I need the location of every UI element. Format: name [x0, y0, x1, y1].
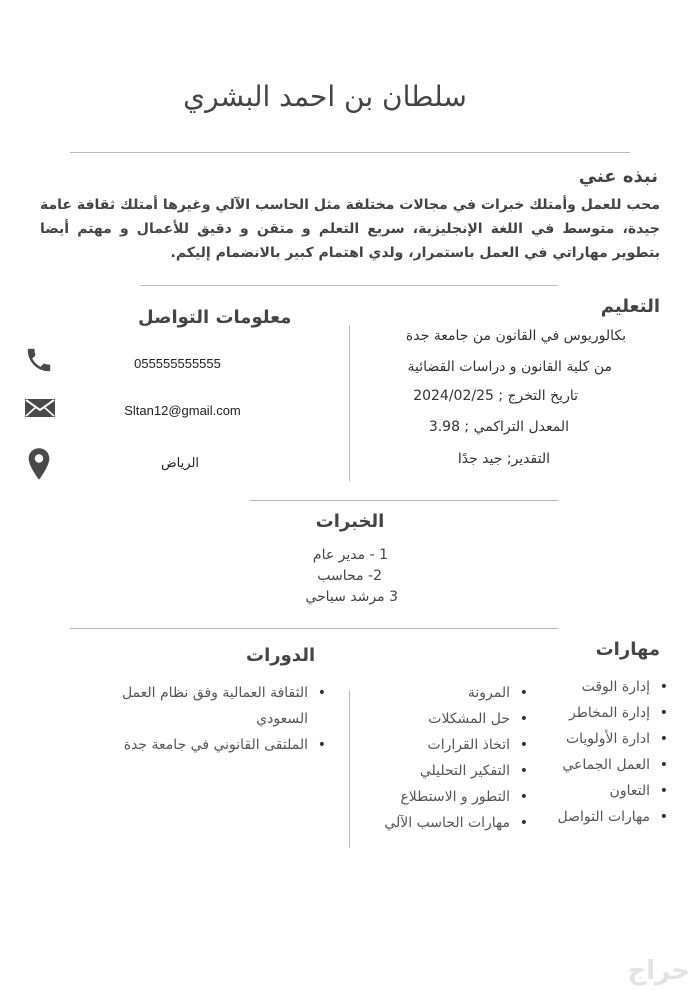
education-grade: التقدير; جيد جدًا: [457, 451, 550, 467]
contact-email: Sltan12@gmail.com: [124, 403, 241, 418]
education-gpa: المعدل التراكمي ; 3.98: [428, 419, 569, 435]
divider-vertical-contact: [349, 325, 350, 481]
experience-item: 3 مرشد سياحي: [305, 589, 398, 605]
education-college: من كلية القانون و دراسات القضائية: [407, 359, 612, 375]
education-degree: بكالوريوس في القانون من جامعة جدة: [405, 328, 626, 344]
divider-header: [70, 152, 630, 153]
email-icon: [24, 393, 54, 423]
skill-item: • إدارة المخاطر: [558, 700, 673, 726]
courses-title: الدورات: [246, 645, 316, 666]
course-item: • الملتقى القانوني في جامعة جدة: [68, 732, 330, 758]
skill-item: • ادارة الأولويات: [558, 726, 673, 752]
contact-phone: 055555555555: [134, 356, 221, 371]
courses-list: [68, 680, 330, 758]
about-text: محب للعمل وأمتلك خبرات في مجالات مختلفة مثل الحاسب الآلي وغيرها أمتلك ثقافة عامة جيدة، متوسط في اللغة الإنجليزية، سريع التعلم و متقن و دقيق للأعمال و مهتم أيضا بتطوير مهاراتي في العمل باستمرار، ولدي اهتمام كبير بالانضمام إليكم.: [40, 197, 660, 261]
contact-city: الرياض: [160, 455, 200, 470]
skills-list-secondary: [384, 680, 532, 836]
skill-item: • العمل الجماعي: [558, 752, 673, 778]
skill-item: • التطور و الاستطلاع: [384, 784, 532, 810]
skill-item: • حل المشكلات: [384, 706, 532, 732]
education-graduation-date: تاريخ التخرج ; 2024/02/25: [413, 388, 578, 404]
phone-icon: [24, 345, 54, 375]
divider-experience-bottom: [70, 628, 558, 629]
location-pin-icon: [24, 447, 54, 477]
course-item: • الثقافة العمالية وفق نظام العمل السعودي: [68, 680, 330, 732]
about-title: نبذه عني: [578, 166, 658, 187]
skill-item: • التفكير التحليلي: [384, 758, 532, 784]
divider-vertical-courses: [349, 690, 350, 848]
experience-item: 1 - مدير عام: [312, 547, 388, 563]
experience-title: الخبرات: [315, 511, 385, 532]
skills-title: مهارات: [595, 639, 660, 660]
skill-item: • إدارة الوقت: [558, 674, 673, 700]
divider-about: [140, 285, 558, 286]
skill-item: • التعاون: [558, 778, 673, 804]
skill-item: • مهارات الحاسب الآلي: [384, 810, 532, 836]
skill-item: • المرونة: [384, 680, 532, 706]
resume-name: سلطان بن احمد البشري: [183, 80, 467, 113]
skill-item: • اتخاذ القرارات: [384, 732, 532, 758]
experience-item: 2- محاسب: [317, 568, 382, 584]
divider-experience-top: [250, 500, 558, 501]
skills-list-primary: [558, 674, 673, 830]
contact-title: معلومات التواصل: [138, 307, 292, 328]
watermark-logo: حراج: [627, 956, 690, 986]
skill-item: • مهارات التواصل: [558, 804, 673, 830]
education-title: التعليم: [600, 296, 660, 317]
